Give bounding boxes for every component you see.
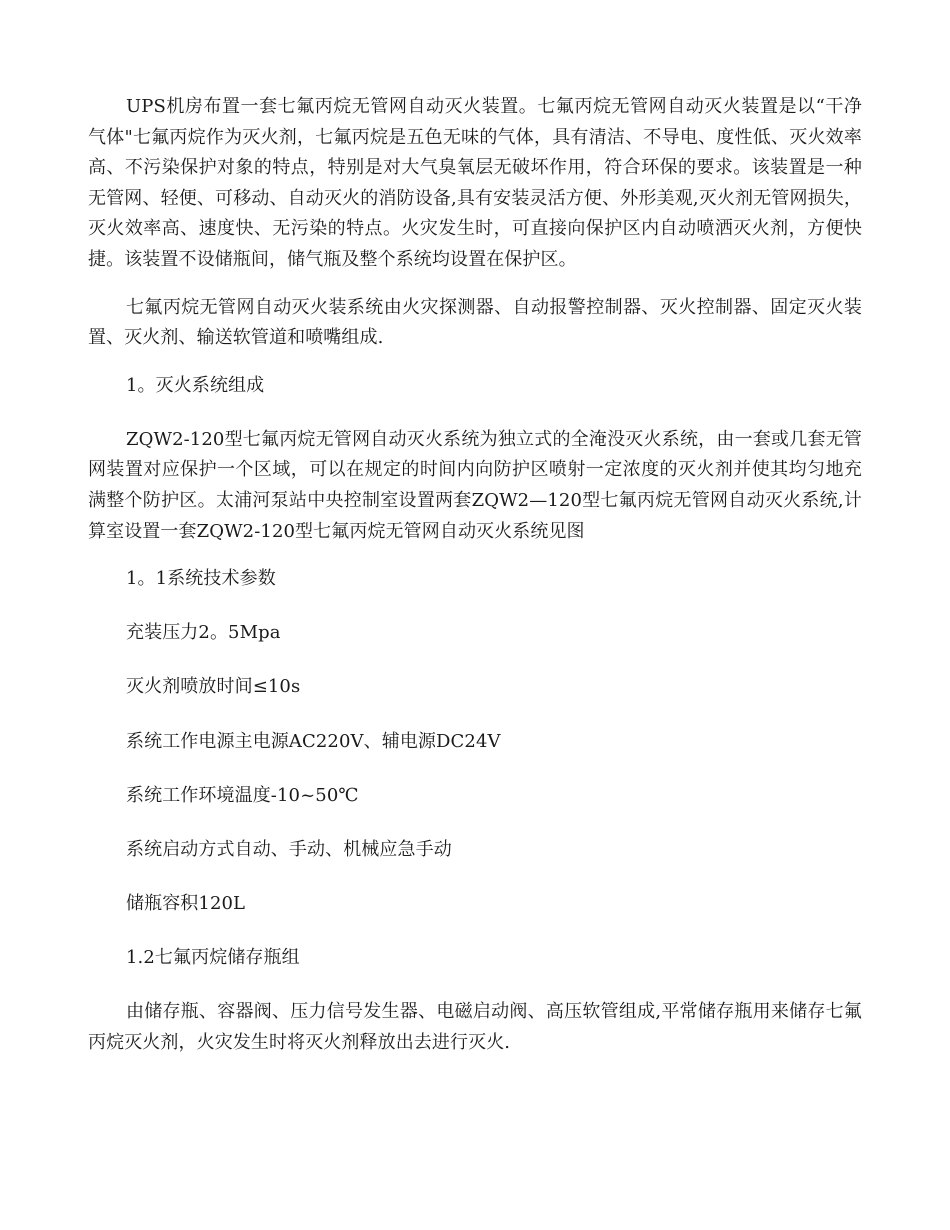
heading-storage-cylinder-group: 1.2七氟丙烷储存瓶组 <box>126 946 300 968</box>
param-fill-pressure: 充装压力2。5Mpa <box>126 622 281 644</box>
paragraph-ups-room-intro: UPS机房布置一套七氟丙烷无管网自动灭火装置。七氟丙烷无管网自动灭火装置是以“干净气体"七氟丙烷作为灭火剂，七氟丙烷是五色无味的气体，具有清洁、不导电、度性低、灭火效率高、不污染保护对象的特点，特别是对大气臭氧层无破坏作用，符合环保的要求。该装置是一种无管网、轻便、可移动、自动灭火的消防设备,具有安装灵活方便、外形美观,灭火剂无管网损失，灭火效率高、速度快、无污染的特点。火灾发生时，可直接向保护区内自动喷洒灭火剂，方便快捷。该装置不设储瓶间，储气瓶及整个系统均设置在保护区。 <box>88 96 862 270</box>
paragraph-zqw2-description: ZQW2-120型七氟丙烷无管网自动灭火系统为独立式的全淹没灭火系统，由一套或几套无管网装置对应保护一个区域，可以在规定的时间内向防护区喷射一定浓度的灭火剂并使其均匀地充满整个防护区。太浦河泵站中央控制室设置两套ZQW2—120型七氟丙烷无管网自动灭火系统,计算室设置一套ZQW2-120型七氟丙烷无管网自动灭火系统见图 <box>88 428 862 542</box>
param-cylinder-volume: 储瓶容积120L <box>126 892 246 914</box>
heading-fire-system-composition: 1。灭火系统组成 <box>126 374 265 396</box>
param-discharge-time: 灭火剂喷放时间≤10s <box>126 676 301 698</box>
paragraph-system-composition: 七氟丙烷无管网自动灭火装系统由火灾探测器、自动报警控制器、灭火控制器、固定灭火装置、灭火剂、输送软管道和喷嘴组成. <box>88 296 862 349</box>
param-start-modes: 系统启动方式自动、手动、机械应急手动 <box>126 838 452 860</box>
param-ambient-temperature: 系统工作环境温度-10~50℃ <box>126 784 359 806</box>
paragraph-storage-cylinder-description: 由储存瓶、容器阀、压力信号发生器、电磁启动阀、高压软管组成,平常储存瓶用来储存七氟丙烷灭火剂，火灾发生时将灭火剂释放出去进行灭火. <box>88 1000 862 1053</box>
param-power-supply: 系统工作电源主电源AC220V、辅电源DC24V <box>126 730 501 752</box>
heading-technical-parameters: 1。1系统技术参数 <box>126 568 276 590</box>
